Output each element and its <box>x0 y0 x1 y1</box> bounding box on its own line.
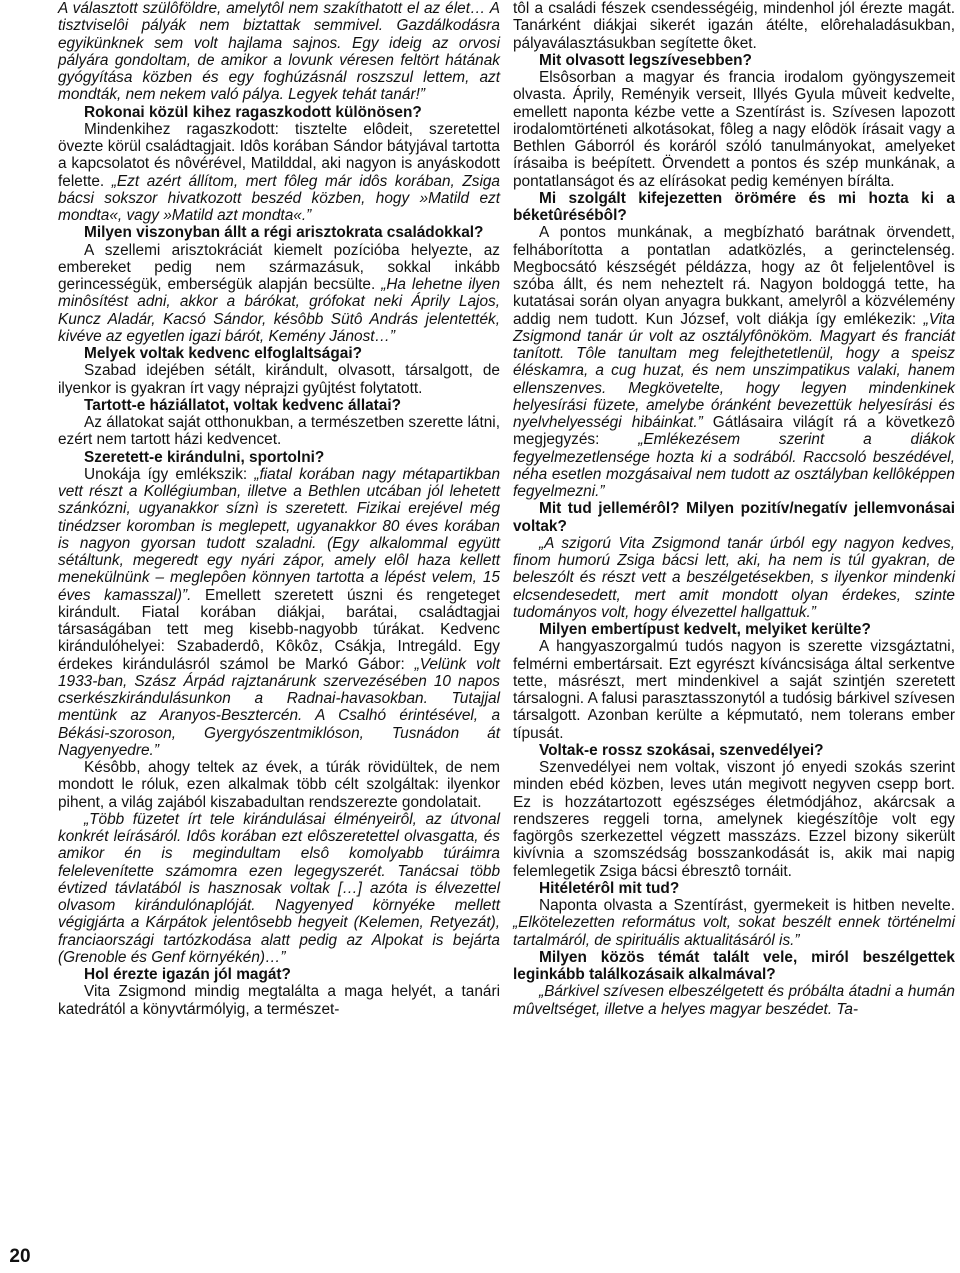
text-run: tôl a családi fészek csendességéig, mindenhol jól érezte magát. Tanárként diákjai sikerét igazán átélte, elôrehaladásukban, pályaválasztásukban segítette ôket. <box>513 0 955 52</box>
question-heading <box>513 621 955 638</box>
paragraph <box>58 242 500 346</box>
question-heading <box>513 742 955 759</box>
text-run: A szellemi arisztokráciát kiemelt pozícióba helyezte, az embereket pedig nem származásuk, sokkal inkább gerincességük, emberségük alapján becsülte. <box>58 241 500 293</box>
text-run: Mit tud jellemérôl? Milyen pozitív/negatív jellemvonásai voltak? <box>513 500 955 535</box>
quote-text: „Bárkivel szívesen elbeszélgetett és próbálta átadni a humán mûveltséget, illetve a helyes magyar beszédet. Ta- <box>513 983 955 1018</box>
page-number: 20 <box>9 1246 31 1267</box>
paragraph <box>513 759 955 880</box>
paragraph <box>513 69 955 190</box>
text-run: A pontos munkának, a megbízható barátnak örvendett, felháborította a pontatlan adatközlés, a gerinctelenség. Megbocsátó készségét példázza, hogy az ôt feljelentôvel is szóba állt, és nem neheztelt rá. Nagyon boldoggá tette, ha kutatásai során olyan anyagra bukkant, amelyrôl a közvélemény addig nem tudott. Kun József, volt diákja így emlékezik: <box>513 224 955 328</box>
paragraph <box>513 224 955 500</box>
quote-text: „Velünk volt 1933-ban, Szász Árpád rajztanárunk szervezésében 10 napos cserkészkirándulásunkon a Radnai-havasokban. Tutajjal mentünk az Aranyos-Besztercén. A Csalhó érintésével, a Békási-szoroson, Gyergyószentmiklóson, Tusnádon át Nagyenyedre.” <box>58 655 500 759</box>
text-run: Milyen viszonyban állt a régi arisztokrata családokkal? <box>84 224 484 242</box>
text-run: Elsôsorban a magyar és francia irodalom gyöngyszemeit olvasta. Áprily, Reményik verseit, Illyés Gyula mûveit kedvelte, emellett naponta kézbe vette a Szentírást is. Szívesen lapozott irodalomtörténeti alkotásokat, fôleg a nagy elôdök írásait vagy a Bethlen Gáborról és koráról szóló tanulmányokat, amelyeket írásaiba is beépített. Örvendett a pontos és szép munkának, a pontatlanságot és az elírásokat pedig keményen bírálta. <box>513 69 955 190</box>
text-run: Szenvedélyei nem voltak, viszont jó enyedi szokás szerint minden ebéd közben, leves után megivott negyven csepp bort. Ez is hozzátartozott egészséges életmódjához, akárcsak a rendszeres reggeli torna, amelynek kiegészítôje volt egy fagörgôs szerkezettel végzett masszázs. Ezzel bizony sikerült kivívnia a szomszédság bosszankodását is, akik mai napig felemlegetik Zsiga bácsi ébresztô tornáit. <box>513 759 955 880</box>
quote-text: „fiatal korában nagy métapartikban vett részt a Kollégiumban, illetve a Bethlen utcában jól lehetett szánkózni, ugyanakkor síznì is szeretett. Fizikai erejével még tinédzser koromban is meglepett, ugyanakkor 80 éves korában is nagyon gyorsan tudott szaladni. (Egy alkalommal együtt sétáltunk, megeredt egy nyári zápor, amely elôl haza kellett menekülnünk – meglepôen könnyen tartotta a lépést velem, 15 éves kamasszal)”. <box>58 465 500 604</box>
question-heading <box>513 500 955 535</box>
question-heading <box>58 966 500 983</box>
quote-text: „A szigorú Vita Zsigmond tanár úrból egy nagyon kedves, finom humorú Zsiga bácsi lett, aki, ha nem is túl gyakran, de beleszólt és részt vett a beszélgetésekben, s ilyenkor mindenki elcsendesedett, mert amit mondott olyan érdekes, szinte tudományos volt, hogy élvezettel hallgattuk.” <box>513 534 955 621</box>
text-run: Hol érezte igazán jól magát? <box>84 966 291 983</box>
text-run: Mit olvasott legszívesebben? <box>539 51 752 69</box>
text-run: Mindenkihez ragaszkodott: tisztelte elôdeit, szeretettel övezte körül családtagjait. Idôs korában Sándor bátyjával tartotta a kapcsolatot és nôvérével, Matilddal, aki nagyon is anyáskodott felette. <box>58 120 500 190</box>
paragraph <box>513 983 955 1018</box>
quote-text: A választott szülôföldre, amelytôl nem szakíthatott el az élet… A tisztviselôi pályák nem biztattak semmivel. Gazdálkodásra egyikünknek sem volt hajlama sajnos. Egy ideig az orvosi pályára gondoltam, de amikor a lovunk véresen feltört hátának gyógyítása közben és egy foghúzásnál roszszul lettem, azt mondták, nem nekem való pálya. Legyek tehát tanár!” <box>58 0 500 104</box>
quote-text: „Elkötelezetten református volt, sokat beszélt ennek történelmi tartalmáról, de spirituális aktualitásáról is.” <box>513 914 955 949</box>
text-run: Szeretett-e kirándulni, sportolni? <box>84 448 325 466</box>
paragraph <box>513 535 955 621</box>
text-run: Szabad idejében sétált, kirándult, olvasott, társalgott, de ilyenkor is gyakran írt vagy néprajzi gyûjtést folytatott. <box>58 362 500 397</box>
question-heading <box>513 190 955 225</box>
paragraph <box>58 362 500 397</box>
paragraph <box>58 759 500 811</box>
text-run: A hangyaszorgalmú tudós nagyon is szerette vizsgáztatni, felmérni embertársait. Ezt egyrészt kíváncsisága által serkentve tette, másrészt, mert mindenkivel a saját szintjén szeretett társalogni. A falusi parasztasszonytól a tudósig bárkivel szívesen társalgott. Azonban kerülte a képmutató, nem tolerans ember típusát. <box>513 638 955 742</box>
text-run: Késôbb, ahogy teltek az évek, a túrák rövidültek, de nem mondott le róluk, ezen alkalmak több célt szolgáltak: ilyenkor pihent, a világ zajából kiszabadultan rendszerezte gondolatait. <box>58 759 500 811</box>
question-heading <box>513 52 955 69</box>
text-run: Melyek voltak kedvenc elfoglaltságai? <box>84 345 363 362</box>
quote-text: „Ezt azért állítom, mert fôleg már idôs korában, Zsiga bácsi sokszor hivatkozott beszéd közben, hogy »Matild ezt mondta«, vagy »Matild azt mondta«.” <box>58 172 500 224</box>
question-heading <box>513 880 955 897</box>
paragraph <box>58 466 500 759</box>
paragraph <box>58 983 500 1018</box>
question-heading <box>58 345 500 362</box>
text-run: Gátlásaira világít rá a következô megjegyzés: <box>513 414 955 449</box>
question-heading <box>58 224 500 241</box>
text-run: Vita Zsigmond mindig megtalálta a maga helyét, a tanári katedrától a könyvtármólyig, a természet- <box>58 983 500 1018</box>
text-run: Mi szolgált kifejezetten örömére és mi hozta ki a béketûrésébôl? <box>513 189 955 224</box>
paragraph <box>58 811 500 966</box>
text-run: Tartott-e háziállatot, voltak kedvenc állatai? <box>84 396 402 414</box>
question-heading <box>58 449 500 466</box>
left-column <box>58 0 500 1018</box>
text-run: Milyen közös témát talált vele, miról beszélgettek leginkább találkozásaik alkalmával? <box>513 948 955 983</box>
paragraph <box>58 414 500 449</box>
paragraph <box>513 0 955 52</box>
paragraph <box>513 638 955 742</box>
quote-text: „Vita Zsigmond tanár úr volt az osztályfônököm. Magyart és franciát tanított. Tôle tanultam meg felejthetetlenül, hogy a speisz éléskamra, a cug huzat, és nem unszimpatikus valaki, hanem ellenszenves. Megkövetelte, hogy legyen mindenkinek helyesírási füzete, amelybe óránként bevezettük helyesírási és nyelvhelyességi hibáinkat.” <box>513 310 955 431</box>
paragraph <box>513 897 955 949</box>
text-run: Emellett szeretett úszni és rengeteget kirándult. Fiatal korában diákjai, barátai, családtagjai társaságában tett meg kisebb-nagyobb túrákat. Kedvenc kirándulóhelyei: Szabaderdô, Kôkôz, Csákja, Intregáld. Egy érdekes kirándulásról számol be Markó Gábor: <box>58 586 501 673</box>
quote-text: „Ha lehetne ilyen minôsítést adni, akkor a bárókat, grófokat neki Áprily Lajos, Kuncz Aladár, Kacsó Sándor, késôbb Sütô András jelentették, kivéve az egyetlen igazi bárót, Kemény Jánost…” <box>58 276 500 345</box>
question-heading <box>513 949 955 984</box>
text-run: Milyen embertípust kedvelt, melyiket kerülte? <box>539 621 871 638</box>
question-heading <box>58 397 500 414</box>
text-run: Voltak-e rossz szokásai, szenvedélyei? <box>539 741 824 759</box>
text-run: Az állatokat saját otthonukban, a természetben szerette látni, ezért nem tartott házi kedvencet. <box>58 414 500 449</box>
text-run: Unokája így emlékszik: <box>84 465 255 483</box>
question-heading <box>58 104 500 121</box>
paragraph <box>58 0 500 104</box>
quote-text: „Több füzetet írt tele kirándulásai élményeirôl, az útvonal konkrét leírásáról. Idôs korában ezt elôszeretettel olvasgatta, és amikor én is megindultam elsô komolyabb túráimra felelevenítette számomra ezen legegyszerét. Tanácsai több évtized távlatából is hasznosak voltak […] azóta is élvezettel olvasom kirándulónaplóját. Nagyenyed környéke mellett végigjárta a Kárpátok jelentôsebb hegyeit (Kelemen, Retyezát), franciaországi tartózkodása alatt pedig az Alpokat is bejárta (Grenoble és Genf környékén)…” <box>58 810 500 966</box>
text-run: Rokonai közül kihez ragaszkodott különösen? <box>84 103 422 121</box>
right-column <box>513 0 955 1018</box>
text-run: Hitéletérôl mit tud? <box>539 879 680 897</box>
paragraph <box>58 121 500 225</box>
text-run: Naponta olvasta a Szentírást, gyermekeit is hitben nevelte. <box>539 897 955 914</box>
quote-text: „Emlékezésem szerint a diákok fegyelmezetlensége hozta ki a sodrából. Raccsoló beszédével, néha esetlen mozgásaival nem tudott az osztályban kellôképpen fegyelmezni.” <box>513 431 955 500</box>
